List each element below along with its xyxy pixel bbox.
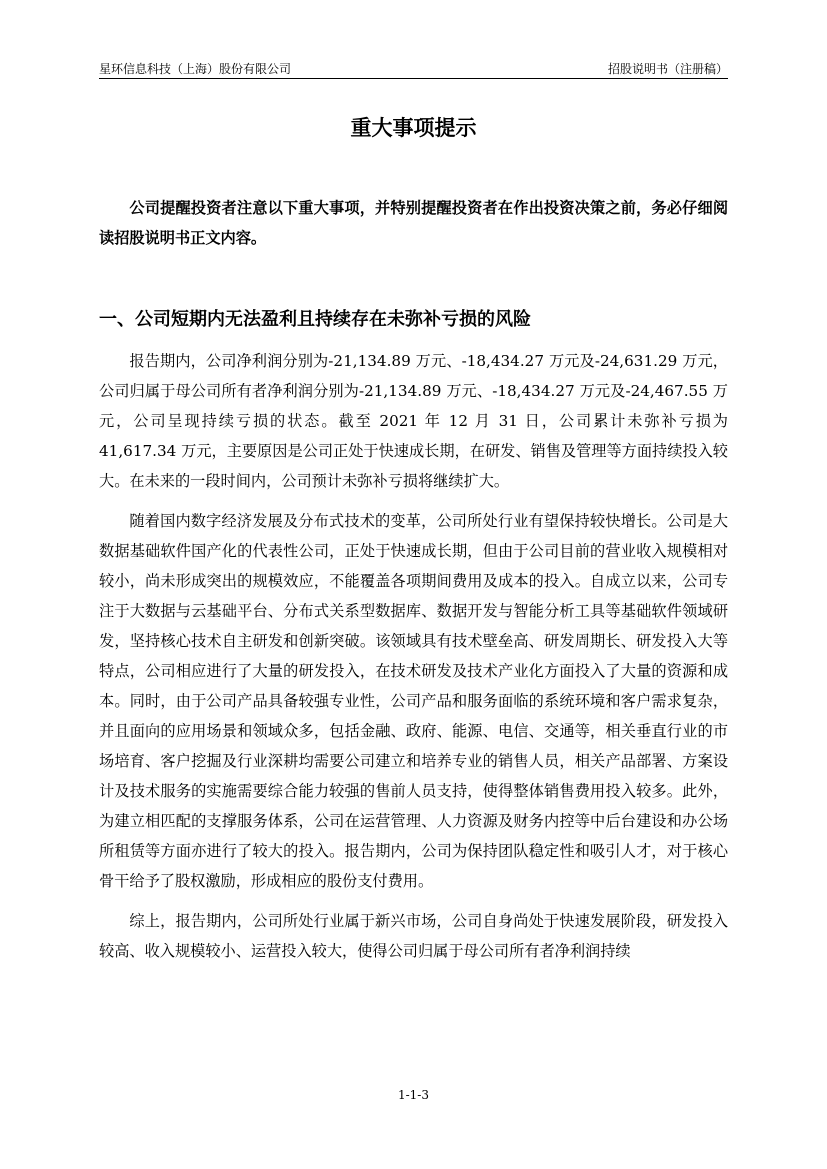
page-header [99, 60, 728, 79]
page-number: 1-1-3 [397, 1088, 429, 1102]
body-paragraph-1: 报告期内，公司净利润分别为-21,134.89 万元、-18,434.27 万元及-24,631.29 万元，公司归属于母公司所有者净利润分别为-21,134.89 万元、-18,434.27 万元及-24,467.55 万元，公司呈现持续亏损的状态。截至 2021 年 12 月 31 日，公司累计未弥补亏损为 41,617.34 万元，主要原因是公司正处于快速成长期，在研发、销售及管理等方面持续投入较大。在未来的一段时间内，公司预计未弥补亏损将继续扩大。 [99, 352, 728, 490]
section-body [99, 346, 728, 976]
header-document-type: 招股说明书（注册稿） [607, 62, 728, 76]
body-paragraph-2: 随着国内数字经济发展及分布式技术的变革，公司所处行业有望保持较快增长。公司是大数据基础软件国产化的代表性公司，正处于快速成长期，但由于公司目前的营业收入规模相对较小，尚未形成突出的规模效应，不能覆盖各项期间费用及成本的投入。自成立以来，公司专注于大数据与云基础平台、分布式关系型数据库、数据开发与智能分析工具等基础软件领域研发，坚持核心技术自主研发和创新突破。该领域具有技术壁垒高、研发周期长、研发投入大等特点，公司相应进行了大量的研发投入，在技术研发及技术产业化方面投入了大量的资源和成本。同时，由于公司产品具备较强专业性，公司产品和服务面临的系统环境和客户需求复杂，并且面向的应用场景和领域众多，包括金融、政府、能源、电信、交通等，相关垂直行业的市场培育、客户挖掘及行业深耕均需要公司建立和培养专业的销售人员，相关产品部署、方案设计及技术服务的实施需要综合能力较强的售前人员支持，使得整体销售费用投入较多。此外，为建立相匹配的支撑服务体系，公司在运营管理、人力资源及财务内控等中后台建设和办公场所租赁等方面亦进行了较大的投入。报告期内，公司为保持团队稳定性和吸引人才，对于核心骨干给予了股权激励，形成相应的股份支付费用。 [99, 512, 728, 890]
section-heading: 一、公司短期内无法盈利且持续存在未弥补亏损的风险 [99, 309, 531, 330]
header-company-name: 星环信息科技（上海）股份有限公司 [99, 62, 292, 76]
investor-notice: 公司提醒投资者注意以下重大事项，并特别提醒投资者在作出投资决策之前，务必仔细阅读招股说明书正文内容。 [99, 199, 728, 247]
page-title: 重大事项提示 [350, 116, 477, 140]
body-paragraph-3: 综上，报告期内，公司所处行业属于新兴市场，公司自身尚处于快速发展阶段，研发投入较高、收入规模较小、运营投入较大，使得公司归属于母公司所有者净利润持续 [99, 912, 728, 960]
